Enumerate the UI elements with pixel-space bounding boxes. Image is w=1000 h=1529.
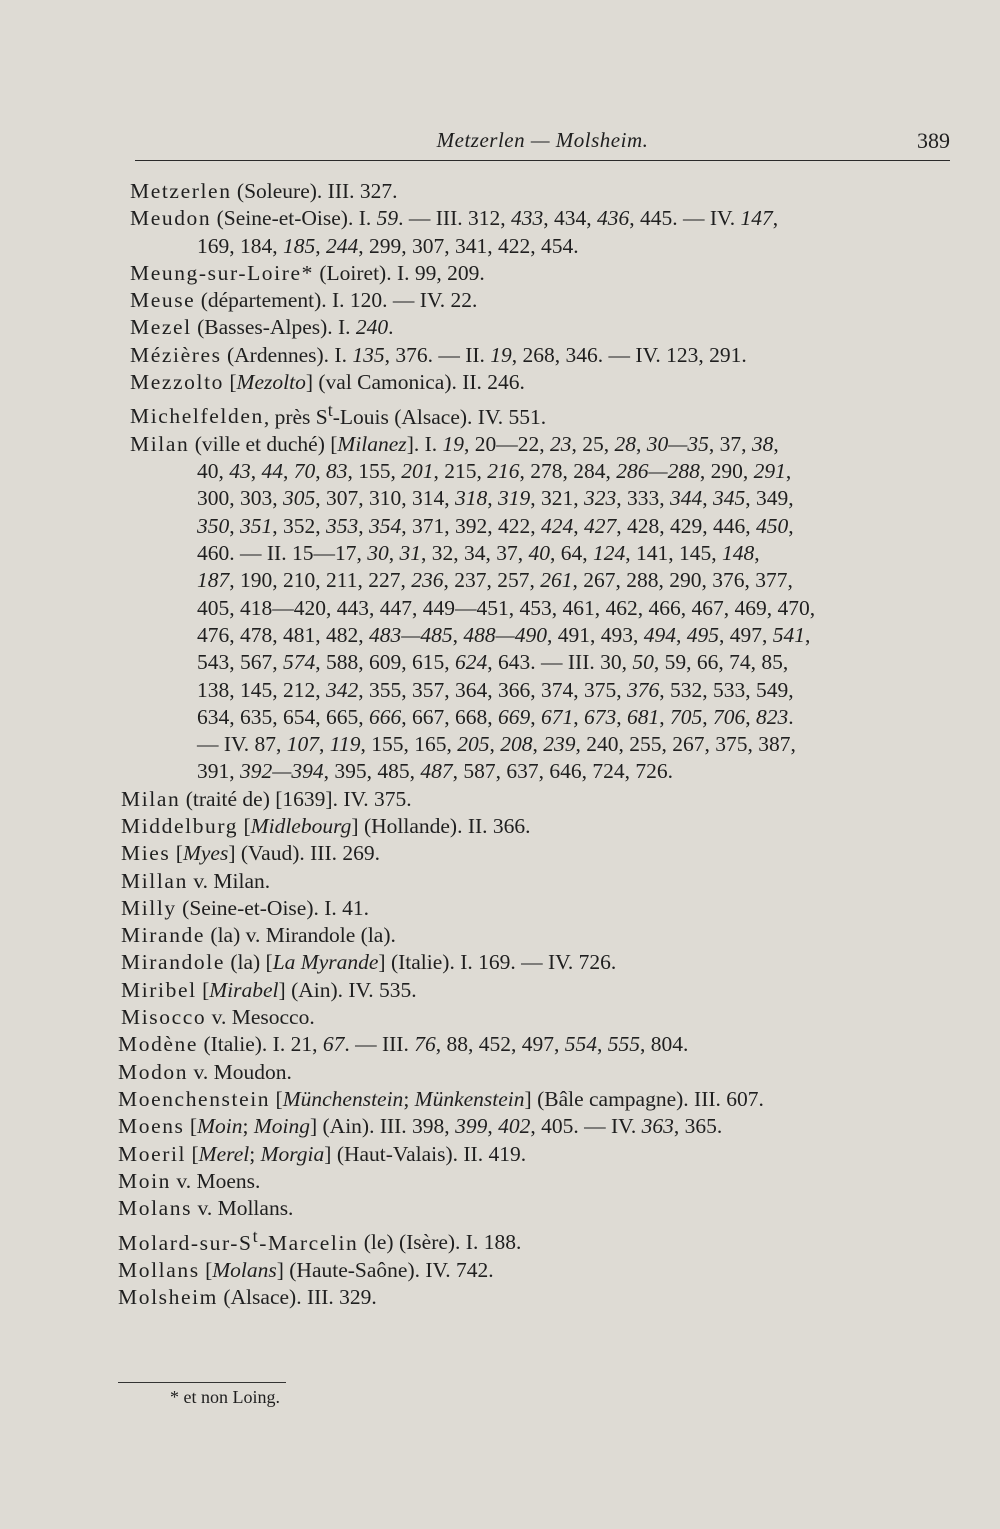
index-entry <box>118 1004 960 1031</box>
entry-continuation-line: 169, 184, 185, 244, 299, 307, 341, 422, 454. <box>197 233 579 258</box>
entry-first-line <box>118 1284 960 1311</box>
entry-headword: Moenchenstein <box>118 1086 271 1111</box>
entry-references: (Seine-et-Oise). I. 59. — III. 312, 433, 434, 436, 445. — IV. 147, <box>211 206 779 231</box>
entry-first-line <box>118 1141 960 1168</box>
entry-references: (la) v. Mirandole (la). <box>205 923 396 948</box>
entry-references: (Ardennes). I. 135, 376. — II. 19, 268, 346. — IV. 123, 291. <box>221 342 747 367</box>
page-number: 389 <box>917 128 950 153</box>
entry-headword: Meuse <box>130 288 196 313</box>
index-entry <box>118 178 960 205</box>
entry-continuation-line: 460. — II. 15—17, 30, 31, 32, 34, 37, 40, 64, 124, 141, 145, 148, <box>197 541 760 566</box>
entry-continuation-line: 40, 43, 44, 70, 83, 155, 201, 215, 216, 278, 284, 286—288, 290, 291, <box>197 459 792 484</box>
entry-first-line <box>121 949 960 976</box>
index-entry <box>118 949 960 976</box>
entry-headword: Meudon <box>130 206 212 231</box>
entry-headword: Moin <box>118 1168 171 1193</box>
entry-continuation-line: 634, 635, 654, 665, 666, 667, 668, 669, 671, 673, 681, 705, 706, 823. <box>197 704 794 729</box>
index-entry <box>118 895 960 922</box>
entry-headword: Molard-$sur-S^t$-Marcelin <box>118 1225 359 1255</box>
entry-headword: Misocco <box>121 1005 207 1030</box>
entry-references: [Myes] (Vaud). III. 269. <box>170 841 380 866</box>
entry-references: [Münchenstein; Münkenstein] (Bâle campagne). III. 607. <box>270 1086 764 1111</box>
index-entry <box>118 205 960 260</box>
entry-first-line <box>130 369 960 396</box>
entry-continuation-line: 350, 351, 352, 353, 354, 371, 392, 422, 424, 427, 428, 429, 446, 450, <box>197 513 794 538</box>
entry-references: (la) [La Myrande] (Italie). I. 169. — IV. 726. <box>224 950 617 975</box>
index-entry <box>118 1284 960 1311</box>
index-entry <box>118 1168 960 1195</box>
entry-headword: Michelfelden <box>130 404 264 429</box>
entry-references: [Mezolto] (val Camonica). II. 246. <box>224 370 525 395</box>
header-rule <box>135 160 950 161</box>
entry-first-line <box>121 922 960 949</box>
index-entry <box>118 1031 960 1058</box>
entry-first-line <box>121 813 960 840</box>
entry-continuation-line: 405, 418—420, 443, 447, 449—451, 453, 461, 462, 466, 467, 469, 470, <box>197 595 816 620</box>
entry-headword: Meung-sur-Loire* <box>130 260 314 285</box>
entry-headword: Moens <box>118 1114 185 1139</box>
entry-first-line <box>121 786 960 813</box>
entry-first-line <box>130 260 960 287</box>
entry-first-line <box>121 1004 960 1031</box>
entry-headword: Middelburg <box>121 813 239 838</box>
index-entry <box>118 1141 960 1168</box>
index-entry <box>118 977 960 1004</box>
entry-first-line <box>130 396 960 430</box>
entry-references: [Merel; Morgia] (Haut-Valais). II. 419. <box>186 1141 527 1166</box>
entry-headword: Metzerlen <box>130 179 232 203</box>
entry-references: v. Moens. <box>171 1168 261 1193</box>
entry-headword: Moeril <box>118 1141 187 1166</box>
entry-continuation-line: 138, 145, 212, 342, 355, 357, 364, 366, 374, 375, 376, 532, 533, 549, <box>197 677 794 702</box>
entry-first-line <box>121 840 960 867</box>
entry-first-line <box>130 287 960 314</box>
entry-first-line <box>118 1168 960 1195</box>
entry-references: (Basses-Alpes). I. 240. <box>191 315 394 340</box>
entry-headword: Modon <box>118 1059 189 1084</box>
index-entry <box>118 1257 960 1284</box>
entry-references: , près $S^t$-Louis (Alsace). IV. 551. <box>263 399 547 429</box>
entry-first-line <box>130 431 960 458</box>
entry-references: (Seine-et-Oise). I. 41. <box>176 895 370 920</box>
entry-references: v. Mesocco. <box>206 1005 315 1030</box>
entry-headword: Mirande <box>121 923 206 948</box>
entry-references: (le) (Isère). I. 188. <box>358 1230 522 1255</box>
index-entry <box>118 1113 960 1140</box>
entry-headword: Molsheim <box>118 1285 218 1310</box>
entry-references: (Alsace). III. 329. <box>218 1285 377 1310</box>
entry-references: (département). I. 120. — IV. 22. <box>195 288 478 313</box>
index-entry <box>118 369 960 396</box>
entry-references: (Soleure). III. 327. <box>231 179 398 203</box>
entry-first-line <box>121 977 960 1004</box>
entry-first-line <box>130 205 960 232</box>
entry-first-line <box>118 1031 960 1058</box>
entry-continuation-line: 391, 392—394, 395, 485, 487, 587, 637, 646, 724, 726. <box>197 759 673 784</box>
index-entry <box>118 1086 960 1113</box>
index-entry <box>118 342 960 369</box>
index-entry <box>118 1222 960 1256</box>
entry-headword: Modène <box>118 1032 199 1057</box>
entry-first-line <box>118 1086 960 1113</box>
entry-headword: Mezel <box>130 315 192 340</box>
entry-first-line <box>121 895 960 922</box>
entry-headword: Milan <box>121 786 181 811</box>
index-entry <box>118 287 960 314</box>
running-title: Metzerlen — Molsheim. <box>436 128 649 152</box>
entry-first-line <box>118 1257 960 1284</box>
entry-continuation-line: 543, 567, 574, 588, 609, 615, 624, 643. — III. 30, 50, 59, 66, 74, 85, <box>197 650 789 675</box>
entry-headword: Millan <box>121 868 188 893</box>
page-header <box>135 128 950 160</box>
entry-headword: Mies <box>121 841 171 866</box>
entry-continuation-line: 300, 303, 305, 307, 310, 314, 318, 319, 321, 323, 333, 344, 345, 349, <box>197 486 794 511</box>
entry-references: (Loiret). I. 99, 209. <box>313 260 485 285</box>
entry-references: v. Moudon. <box>188 1059 292 1084</box>
entry-first-line <box>118 1222 960 1256</box>
index-entries <box>118 178 960 1311</box>
entry-references: v. Mollans. <box>192 1196 294 1221</box>
entry-headword: Mezzolto <box>130 370 224 395</box>
index-entry <box>118 260 960 287</box>
entry-continuation-line: — IV. 87, 107, 119, 155, 165, 205, 208, 239, 240, 255, 267, 375, 387, <box>197 732 796 757</box>
footnote-rule <box>118 1382 286 1383</box>
entry-references: [Moin; Moing] (Ain). III. 398, 399, 402, 405. — IV. 363, 365. <box>184 1114 723 1139</box>
entry-references: [Mirabel] (Ain). IV. 535. <box>196 977 417 1002</box>
entry-first-line <box>121 868 960 895</box>
entry-references: [Molans] (Haute-Saône). IV. 742. <box>199 1257 494 1282</box>
entry-first-line <box>130 342 960 369</box>
entry-headword: Milly <box>121 895 177 920</box>
entry-first-line <box>118 1059 960 1086</box>
index-entry <box>118 868 960 895</box>
entry-continuation-line: 476, 478, 481, 482, 483—485, 488—490, 491, 493, 494, 495, 497, 541, <box>197 622 811 647</box>
index-entry <box>118 396 960 430</box>
entry-references: [Midlebourg] (Hollande). II. 366. <box>238 813 531 838</box>
index-entry <box>118 813 960 840</box>
entry-first-line <box>118 1113 960 1140</box>
entry-first-line <box>130 314 960 341</box>
entry-first-line <box>130 178 960 205</box>
entry-headword: Mollans <box>118 1257 200 1282</box>
entry-references: (Italie). I. 21, 67. — III. 76, 88, 452, 497, 554, 555, 804. <box>198 1032 689 1057</box>
entry-headword: Mirandole <box>121 950 225 975</box>
index-entry <box>118 786 960 813</box>
entry-headword: Mézières <box>130 342 222 367</box>
entry-continuation-line: 187, 190, 210, 211, 227, 236, 237, 257, 261, 267, 288, 290, 376, 377, <box>197 568 793 593</box>
index-entry <box>118 1195 960 1222</box>
entry-references: (ville et duché) [Milanez]. I. 19, 20—22, 23, 25, 28, 30—35, 37, 38, <box>189 431 779 456</box>
index-entry <box>118 840 960 867</box>
entry-headword: Milan <box>130 431 190 456</box>
footnote: * et non Loing. <box>170 1387 280 1407</box>
entry-first-line <box>118 1195 960 1222</box>
index-entry <box>118 431 960 786</box>
index-entry <box>118 1059 960 1086</box>
index-entry <box>118 314 960 341</box>
entry-references: (traité de) [1639]. IV. 375. <box>180 786 412 811</box>
entry-references: v. Milan. <box>187 868 271 893</box>
index-entry <box>118 922 960 949</box>
entry-headword: Molans <box>118 1196 193 1221</box>
entry-headword: Miribel <box>121 977 197 1002</box>
